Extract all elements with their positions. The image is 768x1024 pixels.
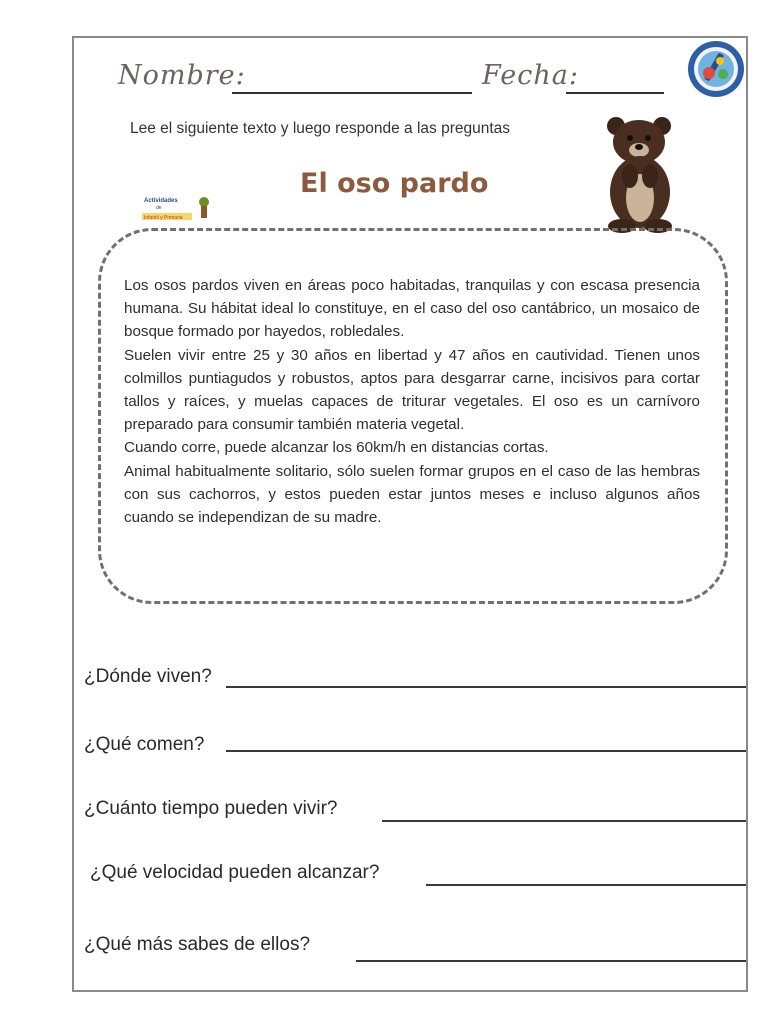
- svg-text:Actividades: Actividades: [144, 198, 178, 204]
- question-speed: ¿Qué velocidad pueden alcanzar?: [90, 862, 380, 883]
- name-label: Nombre:: [118, 60, 246, 91]
- bear-illustration-icon: [602, 112, 678, 234]
- paragraph-speed: Cuando corre, puede alcanzar los 60km/h en distancias cortas.: [124, 439, 549, 457]
- reading-passage: [124, 274, 700, 529]
- svg-text:Infantil y Primaria: Infantil y Primaria: [144, 215, 183, 221]
- answer-line-what-eat[interactable]: [226, 750, 746, 752]
- question-what-eat: ¿Qué comen?: [84, 734, 205, 755]
- paragraph-habitat: Los osos pardos viven en áreas poco habitadas, tranquilas y con escasa presencia humana. Su hábitat ideal lo constituye, en el caso del oso cantábrico, un mosaico de bosque formado por hayedos, robledales.: [124, 277, 700, 341]
- svg-text:de: de: [156, 205, 162, 211]
- answer-line-what-else[interactable]: [356, 960, 746, 962]
- name-field-line[interactable]: [232, 92, 472, 94]
- page-title: El oso pardo: [300, 168, 489, 199]
- question-where-live: ¿Dónde viven?: [84, 666, 212, 687]
- round-logo-icon: [687, 40, 745, 98]
- paragraph-behavior: Animal habitualmente solitario, sólo suelen formar grupos en el caso de las hembras con sus cachorros, y estos pueden estar juntos meses e incluso algunos años cuando se independizan de su madre.: [124, 462, 700, 527]
- answer-line-how-long-live[interactable]: [382, 820, 746, 822]
- answer-line-speed[interactable]: [426, 884, 746, 886]
- paragraph-lifespan-diet: Suelen vivir entre 25 y 30 años en libertad y 47 años en cautividad. Tienen unos colmillos puntiagudos y robustos, aptos para desgarrar carne, incisivos para cortar tallos y raíces, y muelas capaces de triturar vegetales. El oso es un carnívoro preparado para consumir también materia vegetal.: [124, 346, 700, 434]
- answer-line-where-live[interactable]: [226, 686, 746, 688]
- question-how-long-live: ¿Cuánto tiempo pueden vivir?: [84, 798, 338, 819]
- question-what-else: ¿Qué más sabes de ellos?: [84, 934, 311, 955]
- instruction-text: Lee el siguiente texto y luego responde a las preguntas: [130, 120, 511, 137]
- date-label: Fecha:: [482, 60, 579, 91]
- date-field-line[interactable]: [566, 92, 664, 94]
- activities-logo-icon: [142, 194, 216, 222]
